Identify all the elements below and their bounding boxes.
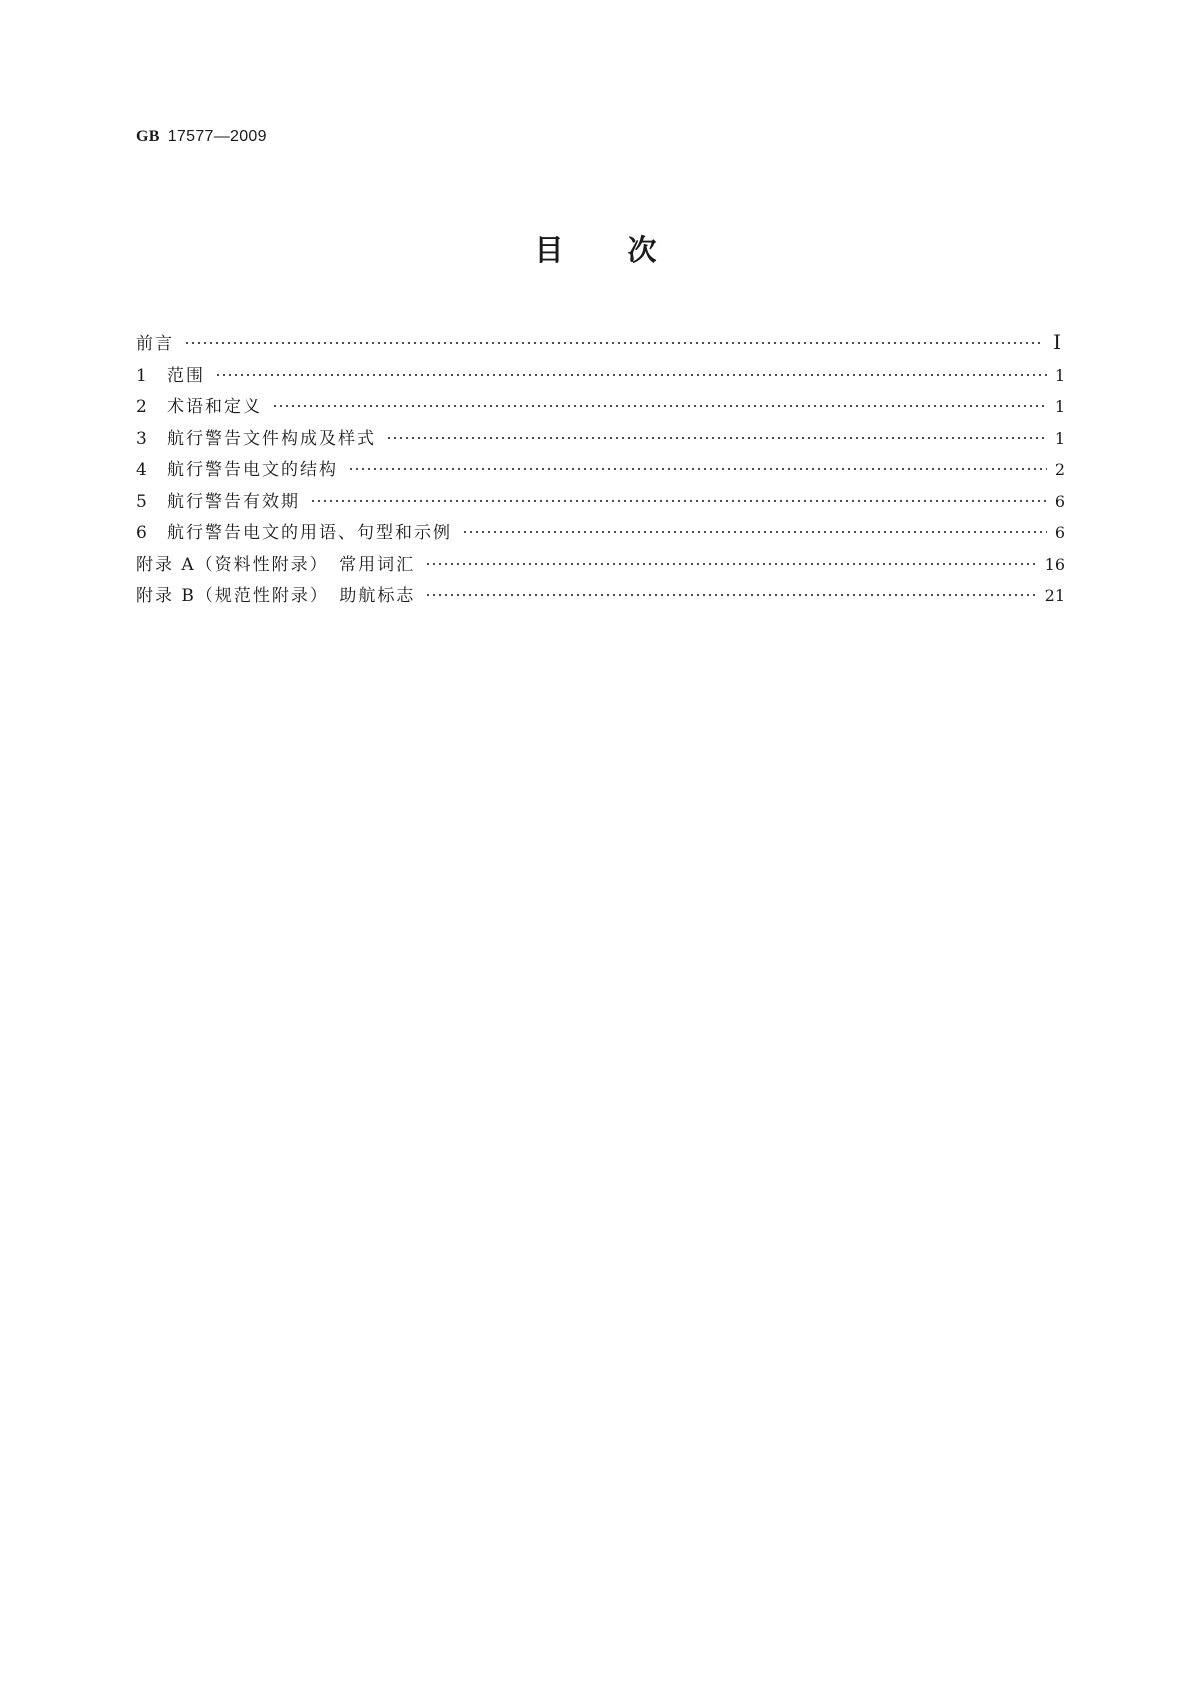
toc-entry-appendix-a[interactable] [136,550,1065,582]
dot-leader [272,404,1047,408]
dot-leader [462,530,1047,534]
toc-entry-preface[interactable] [136,329,1065,361]
toc-entry-label: 航行警告电文的结构 [167,460,338,480]
toc-entry-number: 5 [136,491,147,512]
toc-entry-page: 6 [1054,523,1065,542]
toc-entry-4[interactable] [136,455,1065,487]
table-of-contents [136,329,1065,613]
toc-entry-1[interactable] [136,361,1065,393]
dot-leader [184,341,1043,345]
toc-entry-label: 航行警告文件构成及样式 [167,428,376,449]
toc-entry-page: 6 [1054,491,1065,511]
toc-entry-number: 6 [136,523,147,543]
standard-code [136,128,267,146]
toc-entry-number: 3 [136,428,147,449]
toc-entry-5[interactable] [136,487,1065,519]
toc-entry-label: 附录 B（规范性附录） 助航标志 [136,586,416,606]
toc-entry-label: 前言 [136,334,174,354]
dot-leader [348,467,1047,471]
toc-entry-2[interactable] [136,392,1065,424]
toc-entry-page: 16 [1044,554,1065,574]
dot-leader [425,562,1036,566]
toc-entry-page: Ⅰ [1053,330,1061,354]
toc-entry-page: 1 [1054,428,1065,448]
toc-entry-3[interactable] [136,424,1065,456]
toc-entry-label: 术语和定义 [167,397,262,417]
dot-leader [425,593,1036,597]
toc-entry-6[interactable] [136,518,1065,550]
standard-prefix: GB [136,128,160,145]
toc-entry-page: 1 [1054,397,1065,416]
toc-entry-label: 航行警告电文的用语、句型和示例 [167,523,452,543]
toc-entry-number: 2 [136,397,147,417]
toc-entry-number: 1 [136,365,147,386]
standard-number: 17577—2009 [167,128,267,145]
toc-entry-page: 21 [1044,586,1065,605]
toc-entry-label: 范围 [167,365,205,386]
toc-entry-label: 航行警告有效期 [167,491,300,512]
toc-entry-label: 附录 A（资料性附录） 常用词汇 [136,554,416,575]
toc-entry-page: 1 [1054,365,1065,385]
toc-entry-number: 4 [136,460,147,480]
toc-entry-page: 2 [1054,460,1065,479]
dot-leader [310,499,1047,503]
toc-entry-appendix-b[interactable] [136,581,1065,613]
dot-leader [386,436,1047,440]
dot-leader [215,373,1047,377]
page-title: 目次 [534,233,721,267]
